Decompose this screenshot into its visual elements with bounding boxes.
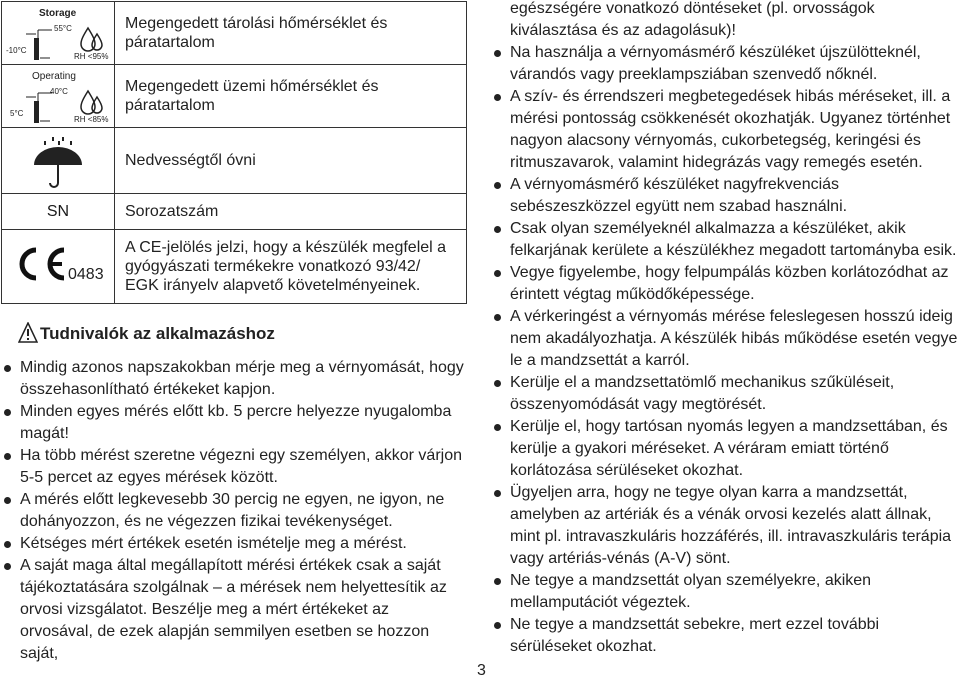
thermometer-range-icon xyxy=(26,20,56,60)
list-item: Ügyeljen arra, hogy ne tegye olyan karra a mandzsettát, amelyben az artériák és a vénák orvosi kezelés alatt állnak, mint pl. intravaszkuláris hozzáférés, ill. intravaszkuláris terápia vagy artériás-vénás (A-V) sönt. xyxy=(492,482,960,570)
right-instruction-list xyxy=(492,0,960,658)
operating-title: Operating xyxy=(32,71,76,82)
notice-heading xyxy=(18,322,468,348)
humidity-drops-icon xyxy=(80,89,106,117)
serial-description: Sorozatszám xyxy=(115,194,467,230)
list-item: A mérés előtt legkevesebb 30 percig ne egyen, ne igyon, ne dohányozzon, és ne végezzen fizikai tevékenységet. xyxy=(2,489,464,533)
ce-description: A CE-jelölés jelzi, hogy a készülék megfelel a gyógyászati termékekre vonatkozó 93/42/ EGK irányelv alapvető követelményeinek. xyxy=(115,230,467,304)
list-item: Kerülje el, hogy tartósan nyomás legyen a mandzsettában, és kerülje a gyakori méréseket. A véráram emiatt történő korlátozása sérüléseket okozhat. xyxy=(492,416,960,482)
list-item: A saját maga által megállapított mérési értékek csak a saját tájékoztatására szolgálnak – a mérések nem helyettesítik az orvosi vizsgálatot. Beszélje meg a mért értékeket az orvosával, de ezek alapján semmilyen esetben se hozzon saját, xyxy=(2,555,464,665)
symbol-row-serial xyxy=(2,194,467,230)
left-instruction-list xyxy=(2,357,464,665)
symbol-row-storage xyxy=(2,2,467,65)
symbol-row-operating xyxy=(2,65,467,128)
storage-humidity: RH <95% xyxy=(74,52,109,61)
notified-body-number: 0483 xyxy=(68,265,104,283)
ce-mark-icon xyxy=(12,244,68,284)
serial-number-symbol: SN xyxy=(2,194,115,230)
symbol-row-moisture xyxy=(2,128,467,194)
notice-title: Tudnivalók az alkalmazáshoz xyxy=(40,324,275,343)
list-item: Vegye figyelembe, hogy felpumpálás közben korlátozódhat az érintett végtag működőképessége. xyxy=(492,262,960,306)
thermometer-range-icon xyxy=(26,83,56,123)
operating-max-temp: 40°C xyxy=(50,87,68,96)
list-item: Csak olyan személyeknél alkalmazza a készüléket, akik felkarjának kerülete a készülékhez megadott tartományba esik. xyxy=(492,218,960,262)
moisture-symbol-cell xyxy=(2,128,115,194)
storage-min-temp: -10°C xyxy=(6,46,27,55)
list-item: Ne tegye a mandzsettát sebekre, mert ezzel további sérüléseket okozhat. xyxy=(492,614,960,658)
list-item: Minden egyes mérés előtt kb. 5 percre helyezze nyugalomba magát! xyxy=(2,401,464,445)
list-item: Ha több mérést szeretne végezni egy személyen, akkor várjon 5-5 percet az egyes mérések között. xyxy=(2,445,464,489)
list-item: Kerülje el a mandzsettatömlő mechanikus szűküléseit, összenyomódását vagy megtörését. xyxy=(492,372,960,416)
operating-symbol-cell xyxy=(2,65,115,128)
list-item: Mindig azonos napszakokban mérje meg a vérnyomását, hogy összehasonlítható értékeket kapjon. xyxy=(2,357,464,401)
list-item: Na használja a vérnyomásmérő készüléket újszülötteknél, várandós vagy preeklampsziában szenvedő nőknél. xyxy=(492,42,960,86)
list-item-continuation: egészségére vonatkozó döntéseket (pl. orvosságok kiválasztása és az adagolásuk)! xyxy=(510,0,875,39)
umbrella-rain-icon xyxy=(28,135,88,191)
storage-symbol-cell xyxy=(2,2,115,65)
storage-description: Megengedett tárolási hőmérséklet és páratartalom xyxy=(115,2,467,65)
operating-description: Megengedett üzemi hőmérséklet és páratartalom xyxy=(115,65,467,128)
list-item: A szív- és érrendszeri megbetegedések hibás méréseket, ill. a mérési pontosság csökkenését okozhatják. Ugyanez történhet nagyon alacsony vérnyomás, cukorbetegség, keringési és ritmuszavarok, valamint hidegrázás vagy remegés esetén. xyxy=(492,86,960,174)
symbol-row-ce xyxy=(2,230,467,304)
humidity-drops-icon xyxy=(80,26,106,54)
operating-min-temp: 5°C xyxy=(10,109,24,118)
page-number: 3 xyxy=(477,662,486,679)
storage-title: Storage xyxy=(39,8,77,19)
ce-symbol-cell xyxy=(2,230,115,304)
list-item: A vérkeringést a vérnyomás mérése feleslegesen hosszú ideig nem akadályozhatja. A készülék hibás működése esetén vegye le a mandzsettát a karról. xyxy=(492,306,960,372)
list-item: A vérnyomásmérő készüléket nagyfrekvenciás sebészeszközzel együtt nem szabad használni. xyxy=(492,174,960,218)
list-item: Kétséges mért értékek esetén ismételje meg a mérést. xyxy=(2,533,464,555)
storage-max-temp: 55°C xyxy=(54,24,72,33)
moisture-description: Nedvességtől óvni xyxy=(115,128,467,194)
list-item: Ne tegye a mandzsettát olyan személyekre, akiken mellamputációt végeztek. xyxy=(492,570,960,614)
symbol-table xyxy=(1,1,467,304)
operating-humidity: RH <85% xyxy=(74,115,109,124)
warning-triangle-icon xyxy=(18,322,38,344)
